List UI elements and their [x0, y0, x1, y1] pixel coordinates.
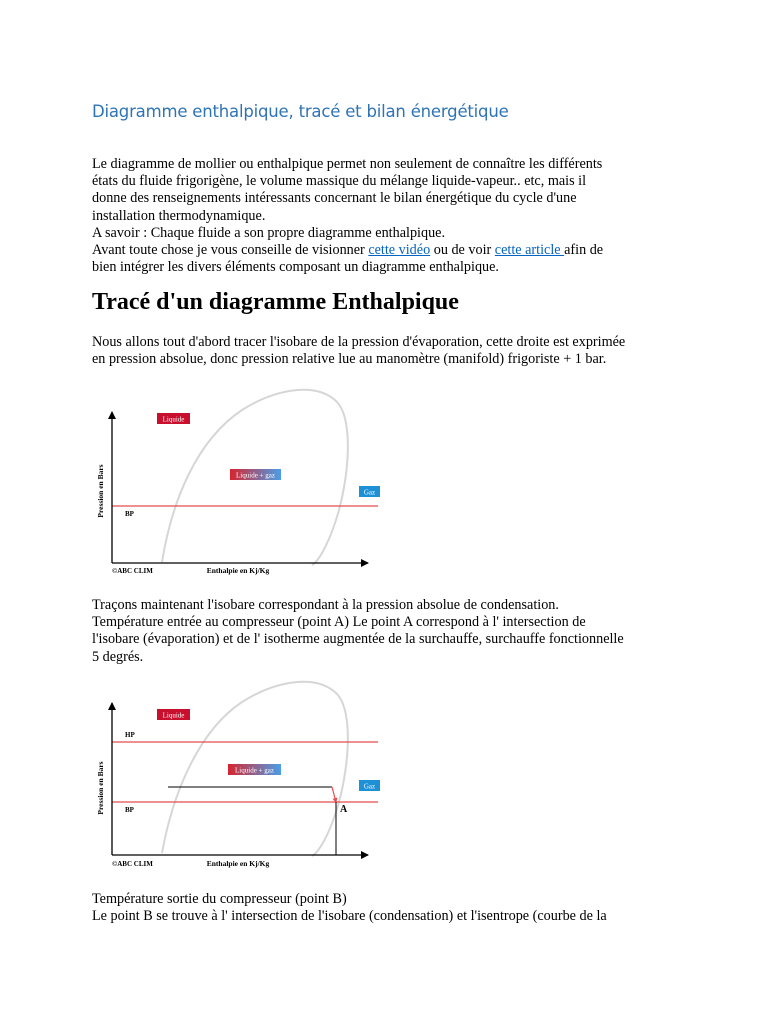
x-axis-label: Enthalpie en Kj/Kg	[206, 859, 270, 868]
text-fragment: afin de	[564, 242, 604, 259]
text-fragment: ou de voir	[430, 242, 495, 259]
text-line: Le diagramme de mollier ou enthalpique permet non seulement de connaître les différents	[92, 156, 603, 172]
superheat-segment	[332, 787, 336, 802]
enthalpy-diagram-2	[92, 677, 392, 873]
gaz-label: Gaz	[363, 488, 376, 497]
copyright: ©ABC CLIM	[112, 860, 153, 868]
text-line: bien intégrer les divers éléments composant un diagramme enthalpique.	[92, 259, 499, 276]
text-line: 5 degrés.	[92, 648, 144, 665]
hp-label: HP	[125, 731, 135, 739]
text-line	[92, 242, 672, 259]
y-axis-label: Pression en Bars	[96, 761, 105, 815]
text-line: Le point B se trouve à l' intersection de l'isobare (condensation) et l'isentrope (courbe de la	[92, 908, 607, 925]
text-fragment: Avant toute chose je vous conseille de visionner	[92, 242, 369, 259]
text-line: états du fluide frigorigène, le volume massique du mélange liquide-vapeur.. etc, mais il	[92, 173, 587, 190]
text-line: Nous allons tout d'abord tracer l'isobare de la pression d'évaporation, cette droite est exprimée	[92, 334, 626, 350]
gaz-label: Gaz	[363, 782, 376, 791]
evaporation-paragraph	[92, 334, 672, 368]
intro-paragraph	[92, 156, 672, 276]
liquide-label: Liquide	[162, 711, 185, 720]
liquide-label: Liquide	[162, 415, 185, 424]
bp-label: BP	[125, 806, 134, 814]
text-line: A savoir : Chaque fluide a son propre diagramme enthalpique.	[92, 224, 446, 241]
text-line: Température sortie du compresseur (point B)	[92, 891, 347, 907]
text-line: Température entrée au compresseur (point A) Le point A correspond à l' intersection de	[92, 614, 586, 631]
condensation-paragraph	[92, 597, 672, 666]
section-title: Diagramme enthalpique, tracé et bilan énergétique	[92, 102, 509, 121]
melange-label: Liquide + gaz	[235, 766, 274, 775]
x-axis-label: Enthalpie en Kj/Kg	[206, 566, 270, 575]
text-line: l'isobare (évaporation) et de l' isotherme augmentée de la surchauffe, surchauffe fonctionnelle	[92, 631, 624, 648]
text-line: en pression absolue, donc pression relative lue au manomètre (manifold) frigoriste + 1 bar.	[92, 351, 607, 368]
enthalpy-diagram-1	[92, 380, 392, 582]
y-axis-label: Pression en Bars	[96, 464, 105, 518]
bp-label: BP	[125, 510, 134, 518]
text-line: installation thermodynamique.	[92, 207, 266, 224]
text-line: donne des renseignements intéressants concernant le bilan énergétique du cycle d'une	[92, 190, 577, 207]
point-a-label: A	[340, 804, 348, 815]
video-link[interactable]: cette vidéo	[368, 242, 431, 259]
section-heading: Tracé d'un diagramme Enthalpique	[92, 289, 459, 315]
copyright: ©ABC CLIM	[112, 567, 153, 575]
compressor-outlet-paragraph	[92, 891, 672, 925]
text-line: Traçons maintenant l'isobare correspondant à la pression absolue de condensation.	[92, 597, 559, 613]
melange-label: Liquide + gaz	[236, 471, 275, 480]
article-link[interactable]: cette article	[494, 242, 565, 259]
